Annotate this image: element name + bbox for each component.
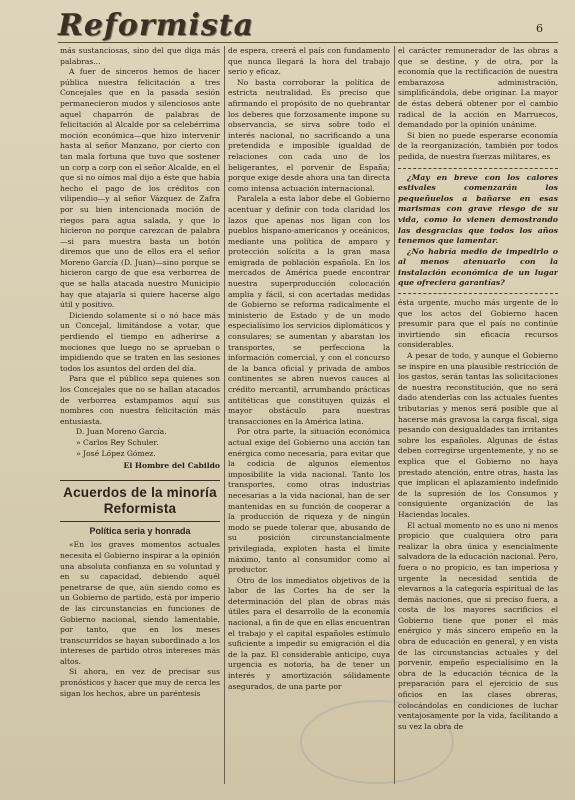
column-1	[60, 46, 220, 786]
page-number: 6	[536, 22, 543, 35]
paragraph: de espera, creerá el país con fundamento que nunca llegará la hora del trabajo serio y eficaz.	[228, 46, 390, 77]
library-stamp-mark	[300, 700, 454, 784]
paragraph: Si bien no puede esperarse economía de la reorganización, también por todos pedida, de nuestra fuerzas militares, es	[398, 130, 558, 161]
paragraph: más sustanciosas, sino del que diga más palabras...	[60, 46, 220, 66]
paragraph: Diciendo solamente sí o nó hace más un Concejal, limitándose a votar, que perdiendo el tiempo en adherirse a mociones que luego no se aprueban o impidiendo que se traten en las sesiones todos los asuntos del orden del día.	[60, 310, 220, 373]
paragraph: ésta urgente, mucho más urgente de lo que los actos del Gobierno hacen presumir para que el país no continúe invirtiendo sin eficacia recursos considerables.	[398, 298, 558, 350]
signature-line: » José López Gómez.	[76, 448, 156, 458]
paragraph: el carácter remunerador de las obras a que se destine, y de otra, por la economía que la rectificación de nuestra embarazosa administración, simplificándola, debe originar. La mayor de éstas deberá obtener por el cambio radical de la acción en Marruecos, demandado por la opinión unánime.	[398, 46, 558, 130]
header-rule	[58, 42, 558, 43]
column-3	[398, 46, 558, 786]
signature-line: » Carlos Rey Schuler.	[76, 437, 159, 447]
paragraph: Otro de los inmediatos objetivos de la labor de las Cortes ha de ser la determinación del plan de obras más útiles para el desarrollo de la economía nacional, a fin de que en ellas encuentran el trabajo y el capital españoles estímulo suficiente a impedir su emigración el día de la paz. El considerable anticipo, cuya urgencia es notoria, ha de tener un interés y amortización sólidamente asegurados, de una parte por	[228, 575, 390, 691]
signature-line: D. Juan Moreno García.	[76, 427, 167, 437]
paragraph: No basta corroborar la política de estricta neutralidad. Es preciso que afirmando el propósito de no quebrantar los deberes que forzosamente impone su observancia, se sirva sobre todo el interés nacional, no sacrificando a una pretendida e imposible igualdad de relaciones con cada uno de los beligerantes, el porvenir de España; porque exige desde ahora una tan directa como intensa actuación internacional.	[228, 77, 390, 193]
paragraph: A pesar de todo, y aunque el Gobierno se inspire en una plausible restricción de los gastos, serán tantas las solicitaciones de nuestra reconstitución, que no será dado atenderlas con las actuales fuentes tributarias y menos será posible que al hacerse más gravosa la carga fiscal, siga pesando con desigualdades tan irritantes sobre los españoles. Algunas de éstas deben corregirse urgentemente, y no se explica que el Gobierno no haya prestado atención, entre otras, hasta las que implican el aplazamiento indefinido de la supresión de los Consumos y consiguiente organización de las Haciendas locales.	[398, 351, 558, 519]
article-byline: El Hombre del Cabildo	[123, 461, 220, 471]
masthead-logo: Reformista	[58, 8, 255, 43]
notice-paragraph: ¿May en breve con los calores estivales comenzarán los pequeñuelos a bañarse en esas marismas con grave riesgo de su vida, como lo vienen demostrando las desgracias que todos los años tenemos que lamentar.	[398, 172, 558, 246]
italic-notice-box	[398, 168, 558, 295]
paragraph: El actual momento no es uno ni menos propicio que cualquiera otro para realizar la obra única y esencialmente salvadora de la educación nacional. Pero, fuera o no propicio, es tan imperiosa y urgente la necesidad sentida de elevarnos a la categoría espiritual de las demás naciones, que si preciso fuera, a costa de los mayores sacrificios el Gobierno tiene que poner el más enérgico y más sincero empeño en la obra de educación en general, y en vista de las circunstancias actuales y del porvenir, empeño especialísimo en la obra de la educación técnica de la preparación para el ejercicio de sus oficios en las clases obreras, colocándolas en condiciones de luchar ventajosamente por la vida, facilitando a su vez la obra de	[398, 520, 558, 731]
column-divider-1	[224, 46, 225, 784]
paragraph: «En los graves momentos actuales necesita el Gobierno inspirar a la opinión una absoluta confianza en su voluntad y en su capacidad, debiendo aquél penetrarse de que, aún siendo como es un Gobierno de partido, está por imperio de las circunstancias en funciones de Gobierno nacional, siendo lamentable, por tanto, que en los meses transcurridos se hayan subordinado a los intereses de partido otros intereses más altos.	[60, 540, 220, 666]
column-divider-2	[394, 46, 395, 784]
paragraph: Paralela a esta labor debe el Gobierno acentuar y definir con toda claridad los lazos que apenas nos ligan con los pueblos hispano-americanos y oceánicos, mediante una política de amparo y protección solícita a la gran masa emigrada de población española. En los mercados de América puede encontrar nuestra superproducción colocación amplia y fácil, si con acertadas medidas de Gobierno se reforma radicalmente el ministerio de Estado y de un modo especialísimo los servicios diplomáticos y consulares; se aumentan y abaratan los transportes, se perfecciona la información comercial, y con el concurso de la banca oficial y privada de ambos continentes se abren nuevos cauces al crédito mercantil, arrumbando prácticas antitéticas que constituyen quizás el mayor obstáculo para nuestras transacciones en la América latina.	[228, 194, 390, 426]
paragraph: Por otra parte, la situación económica actual exige del Gobierno una acción tan enérgica como necesaria, para evitar que la codicia de algunos elementos imposibilite la vida nacional. Tanto los transportes, como otras industrias necesarias a la vida nacional, han de ser mantenidas en su función de cooperar a la producción de riqueza y de ningún modo se puede tolerar que, abusando de su posición circunstancialmente privilegiada, exploten hasta el límite máximo, tanto al consumidor como al productor.	[228, 427, 390, 575]
column-2	[228, 46, 390, 786]
paragraph: Para que el público sepa quienes son los Concejales que no se hallan atacados de verborrea estampamos aquí sus nombres con nuestra felicitación más entusiasta.	[60, 374, 220, 426]
section-subtitle: Política seria y honrada	[89, 525, 191, 536]
section-title: Acuerdos de la minoría Reformista	[60, 480, 220, 522]
notice-paragraph: ¿No habría medio de impedirlo o al menos atenuarlo con la instalación económica de un lugar que ofreciera garantías?	[398, 246, 558, 288]
paragraph: Si ahora, en vez de precisar sus pronósticos y hacer que muy de cerca les sigan los hechos, abre un paréntesis	[60, 667, 220, 698]
paragraph: A fuer de sinceros hemos de hacer pública nuestra felicitación a tres Concejales que en la pasada sesión permanecieron mudos y silenciosos ante aquel chaparrón de palabras de felicitación al Alcalde por sa celebérrima moción económica—que hizo intervenir hasta al señor Manzano, por cierto con tan mala fortuna que tuvo que sostener un corp a corp con el señor Alcalde, en el que si no oímos mal dijo a éste que había hecho el pago de los créditos con vilipendio—y al señor Vázquez de Zafra por su bien intencionada moción de riegos para agua salada, y que lo hicieron no porque carezcan de palabra—si para muestra basta un botón diremos que uno de ellos era el señor Moreno García (D. Juan)—sino porque se hicieron cargo de que esa verborrea de que se halla atacada nuestro Municipio hay que atajarla si quiere hacerse algo útil y positivo.	[60, 67, 220, 310]
